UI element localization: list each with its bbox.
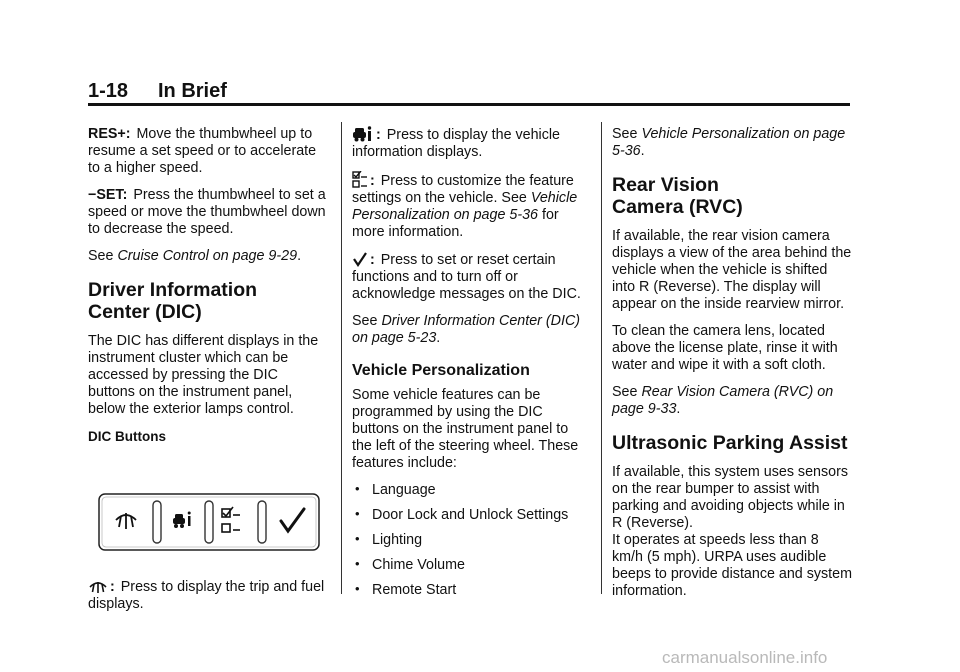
vehicle-personalization-heading: Vehicle Personalization — [352, 362, 530, 379]
vehicle-info-text: Press to display the vehicle information displays. — [352, 127, 561, 160]
rvc-heading-line1: Rear Vision — [612, 174, 719, 196]
bullet: • — [355, 481, 360, 496]
column-divider — [601, 122, 602, 594]
dic-see-paragraph — [352, 313, 592, 347]
watermark: carmanualsonline.info — [662, 648, 828, 667]
customize-icon — [352, 171, 368, 188]
see-word: See — [88, 248, 114, 264]
see-word: See — [612, 384, 638, 400]
page-number: 1-18 — [88, 80, 129, 102]
dic-heading — [88, 279, 328, 323]
feature-label: Door Lock and Unlock Settings — [372, 507, 569, 523]
check-text: Press to set or reset certain functions and to turn off or acknowledge messages on the DIC. — [352, 252, 581, 302]
bullet: • — [355, 531, 360, 546]
trip-text: Press to display the trip and fuel displays. — [88, 579, 325, 612]
period: . — [297, 248, 302, 264]
see-word: See — [612, 126, 638, 142]
vehicle-info-paragraph — [352, 126, 592, 161]
cruise-see-paragraph — [88, 248, 328, 265]
res-label: RES+: — [88, 126, 131, 142]
dic-heading-line2: Center (DIC) — [88, 301, 202, 323]
bullet: • — [355, 506, 360, 521]
column-right — [612, 126, 852, 610]
trip-colon: : — [110, 579, 115, 595]
dic-buttons-illustration — [98, 493, 320, 551]
trip-fuel-icon — [88, 578, 108, 594]
list-item — [352, 482, 592, 499]
checkmark-icon — [352, 251, 368, 267]
feature-label: Remote Start — [372, 582, 457, 598]
upa-text-2: It operates at speeds less than 8 km/h (5 mph). URPA uses audible beeps to provide distance and system information. — [612, 532, 853, 599]
list-item — [352, 557, 592, 574]
dic-heading-line1: Driver Information — [88, 279, 258, 301]
set-label: −SET: — [88, 187, 128, 203]
rvc-link[interactable]: Rear Vision Camera (RVC) on page 9-33 — [612, 384, 834, 417]
vp-see-paragraph — [612, 126, 852, 160]
customize-text: Press to customize the feature settings on the vehicle. See — [352, 173, 574, 206]
list-item — [352, 507, 592, 524]
check-colon: : — [370, 252, 375, 268]
vehicle-colon: : — [376, 127, 381, 143]
column-left — [88, 126, 328, 623]
res-paragraph — [88, 126, 328, 177]
feature-label: Language — [372, 482, 436, 498]
column-middle — [352, 126, 592, 607]
column-divider — [341, 122, 342, 594]
rvc-heading-line2: Camera (RVC) — [612, 196, 743, 218]
page-header — [88, 80, 850, 104]
see-word: See — [352, 313, 378, 329]
vehicle-personalization-link[interactable]: Vehicle Personalization on page 5-36 — [612, 126, 846, 159]
upa-heading: Ultrasonic Parking Assist — [612, 432, 848, 454]
vehicle-personalization-text: Some vehicle features can be programmed by using the DIC buttons on the instrument panel to the left of the steering wheel. These features include: — [352, 387, 579, 471]
vehicle-personalization-link[interactable]: Vehicle Personalization on page 5-36 — [352, 190, 578, 223]
period: . — [436, 330, 441, 346]
clean-lens-text: To clean the camera lens, located above the license plate, rinse it with water and wipe it with a soft cloth. — [612, 323, 838, 373]
rvc-see-paragraph — [612, 384, 852, 418]
res-text: Move the thumbwheel up to resume a set speed or to accelerate to a higher speed. — [88, 126, 317, 176]
list-item — [352, 532, 592, 549]
customize-colon: : — [370, 173, 375, 189]
page-title: In Brief — [158, 80, 227, 102]
set-paragraph — [88, 187, 328, 238]
list-item — [352, 582, 592, 599]
feature-list — [352, 482, 592, 599]
period: . — [676, 401, 681, 417]
rvc-description: If available, the rear vision camera displays a view of the area behind the vehicle when the vehicle is shifted into R (Reverse). The display will appear on the inside rearview mirror. — [612, 228, 852, 312]
check-paragraph — [352, 251, 592, 303]
feature-label: Lighting — [372, 532, 423, 548]
dic-description: The DIC has different displays in the instrument cluster which can be accessed by pressing the DIC buttons on the instrument panel, below the exterior lamps control. — [88, 333, 319, 417]
feature-label: Chime Volume — [372, 557, 465, 573]
trip-paragraph — [88, 578, 328, 613]
bullet: • — [355, 556, 360, 571]
vehicle-info-icon — [352, 126, 374, 142]
dic-buttons-label: DIC Buttons — [88, 429, 166, 444]
rvc-heading — [612, 174, 852, 218]
customize-after-text: for more information. — [352, 207, 559, 240]
header-rule — [88, 103, 850, 106]
upa-text-1: If available, this system uses sensors on the rear bumper to assist with parking and avoiding objects while in R (Reverse). — [612, 464, 848, 531]
period: . — [640, 143, 645, 159]
dic-link[interactable]: Driver Information Center (DIC) on page 5-23 — [352, 313, 581, 346]
cruise-control-link[interactable]: Cruise Control on page 9-29 — [117, 248, 298, 264]
bullet: • — [355, 581, 360, 596]
set-text: Press the thumbwheel to set a speed or move the thumbwheel down to decrease the speed. — [88, 187, 326, 237]
customize-paragraph — [352, 171, 592, 241]
